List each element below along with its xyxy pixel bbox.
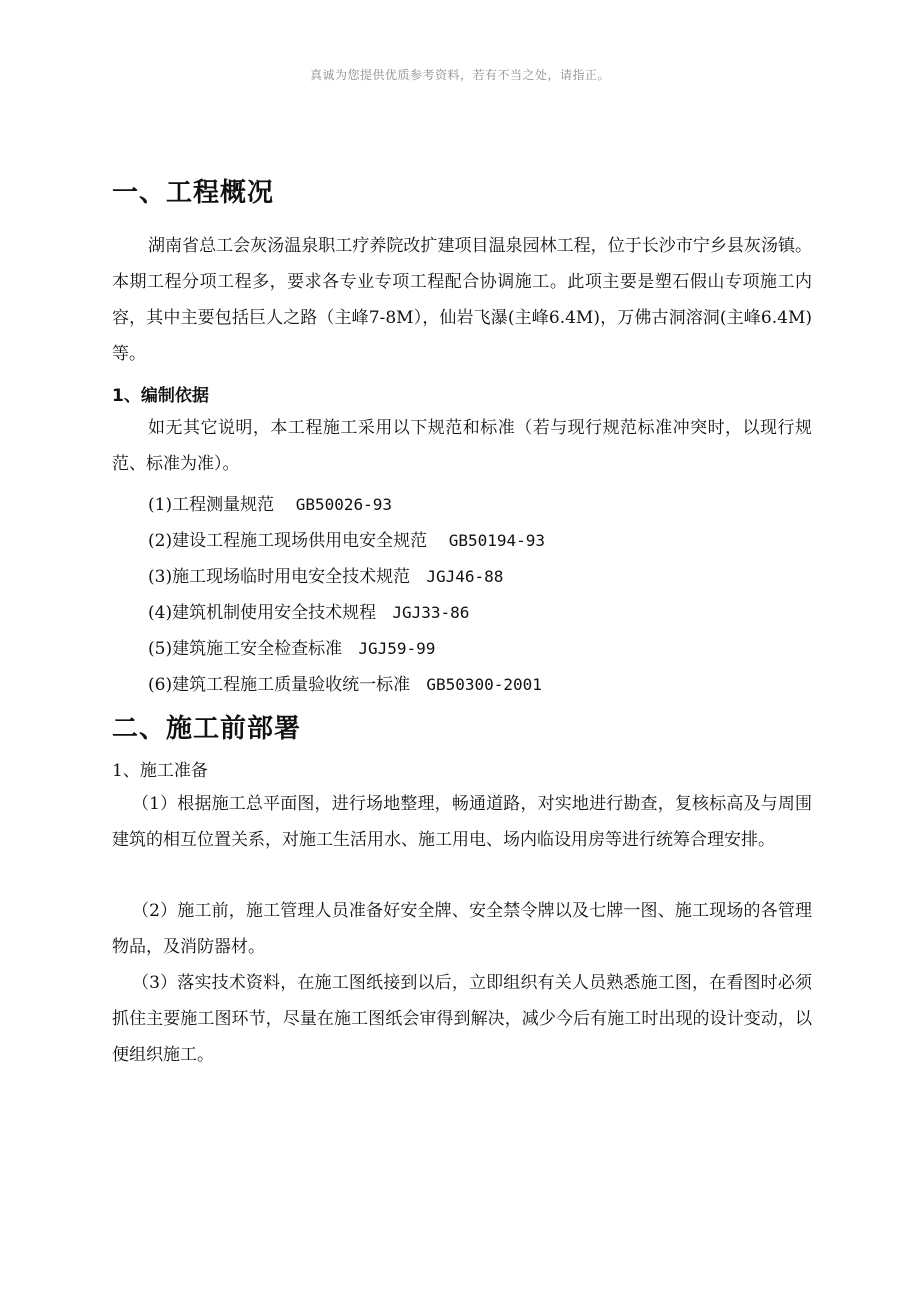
basis-text: 如无其它说明，本工程施工采用以下规范和标准（若与现行规范标准冲突时，以现行规范、标准为准）。 <box>112 418 812 474</box>
standard-name: (4)建筑机制使用安全技术规程 <box>148 603 377 623</box>
standard-code: GB50194-93 <box>448 531 546 550</box>
standard-name: (6)建筑工程施工质量验收统一标准 <box>148 675 411 695</box>
standard-code: GB50026-93 <box>295 495 393 514</box>
header-note: 真诚为您提供优质参考资料，若有不当之处，请指正。 <box>309 68 610 82</box>
section-1-title: 一、工程概况 <box>112 178 275 208</box>
prep-item-1: （1）根据施工总平面图，进行场地整理，畅通道路，对实地进行勘查，复核标高及与周围建筑的相互位置关系，对施工生活用水、施工用电、场内临设用房等进行统筹合理安排。 <box>112 794 812 850</box>
standard-name: (5)建筑施工安全检查标准 <box>148 639 343 659</box>
standard-item <box>148 562 503 587</box>
standard-name: (1)工程测量规范 <box>148 495 275 515</box>
standard-item <box>148 670 542 695</box>
section-2-title: 二、施工前部署 <box>112 714 302 744</box>
standard-code: GB50300-2001 <box>426 675 542 694</box>
standard-code: JGJ33-86 <box>392 603 470 622</box>
prep-item-3: （3）落实技术资料，在施工图纸接到以后，立即组织有关人员熟悉施工图，在看图时必须抓住主要施工图环节，尽量在施工图纸会审得到解决，减少今后有施工时出现的设计变动，以便组织施工。 <box>112 973 812 1065</box>
prep-item-2: （2）施工前，施工管理人员准备好安全牌、安全禁令牌以及七牌一图、施工现场的各管理物品，及消防器材。 <box>112 901 812 957</box>
standard-code: JGJ46-88 <box>426 567 504 586</box>
section-2-subtitle: 1、施工准备 <box>112 761 208 781</box>
standard-name: (3)施工现场临时用电安全技术规范 <box>148 567 411 587</box>
standard-item <box>148 526 545 551</box>
standard-item <box>148 598 469 623</box>
standard-name: (2)建设工程施工现场供用电安全规范 <box>148 531 428 551</box>
section-1-subtitle: 1、编制依据 <box>112 386 209 406</box>
section-1-intro: 湖南省总工会灰汤温泉职工疗养院改扩建项目温泉园林工程，位于长沙市宁乡县灰汤镇。本期工程分项工程多，要求各专业专项工程配合协调施工。此项主要是塑石假山专项施工内容，其中主要包括巨人之路（主峰7-8M），仙岩飞瀑(主峰6.4M)，万佛古洞溶洞(主峰6.4M)等。 <box>112 236 812 364</box>
standard-item <box>148 490 392 515</box>
standard-code: JGJ59-99 <box>358 639 436 658</box>
standard-item <box>148 634 435 659</box>
